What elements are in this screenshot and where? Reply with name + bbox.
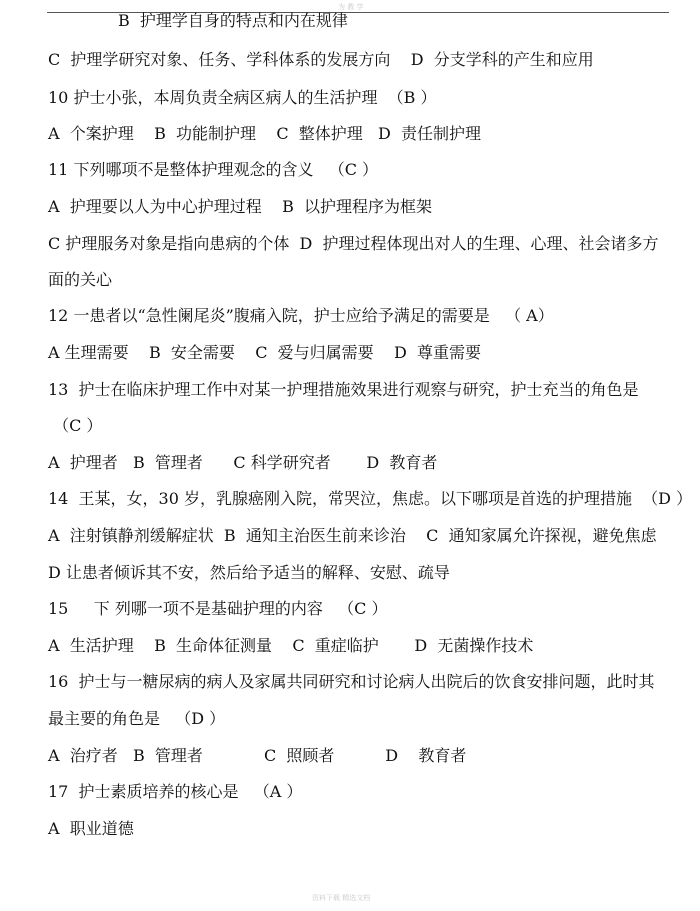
text-line-12: （C ） <box>48 416 103 435</box>
text-line-2: C 护理学研究对象、任务、学科体系的发展方向 D 分支学科的产生和应用 <box>48 50 594 69</box>
text-line-19: 16 护士与一糖尿病的病人及家属共同研究和讨论病人出院后的饮食安排问题，此时其 <box>48 672 655 691</box>
text-line-5: 11 下列哪项不是整体护理观念的含义 （C ） <box>48 160 379 179</box>
text-line-13: A 护理者 B 管理者 C 科学研究者 D 教育者 <box>48 453 438 472</box>
footer-watermark: 资料下载 精选文档 <box>312 894 371 902</box>
text-line-23: A 职业道德 <box>48 819 134 838</box>
text-line-17: 15 下 列哪一项不是基础护理的内容 （C ） <box>48 599 388 618</box>
text-line-15: A 注射镇静剂缓解症状 B 通知主治医生前来诊治 C 通知家属允许探视，避免焦虑 <box>48 526 657 545</box>
header-watermark: 为 教 学 <box>338 3 364 11</box>
text-line-18: A 生活护理 B 生命体征测量 C 重症临护 D 无菌操作技术 <box>48 636 534 655</box>
text-line-7: C 护理服务对象是指向患病的个体 D 护理过程体现出对人的生理、心理、社会诸多方 <box>48 234 659 253</box>
text-line-22: 17 护士素质培养的核心是 （A ） <box>48 782 303 801</box>
text-line-3: 10 护士小张，本周负责全病区病人的生活护理 （B ） <box>48 88 437 107</box>
text-line-16: D 让患者倾诉其不安，然后给予适当的解释、安慰、疏导 <box>48 563 450 582</box>
text-line-20: 最主要的角色是 （D ） <box>48 709 226 728</box>
text-line-14: 14 王某，女，30 岁，乳腺癌刚入院，常哭泣，焦虑。以下哪项是首选的护理措施 （D ） <box>48 489 693 508</box>
text-line-11: 13 护士在临床护理工作中对某一护理措施效果进行观察与研究，护士充当的角色是 <box>48 380 639 399</box>
text-line-4: A 个案护理 B 功能制护理 C 整体护理 D 责任制护理 <box>48 124 482 143</box>
text-line-1: B 护理学自身的特点和内在规律 <box>118 11 348 30</box>
text-line-21: A 治疗者 B 管理者 C 照顾者 D 教育者 <box>48 746 467 765</box>
text-line-9: 12 一患者以“急性阑尾炎”腹痛入院，护士应给予满足的需要是 （ A） <box>48 306 554 325</box>
text-line-8: 面的关心 <box>48 270 113 289</box>
text-line-6: A 护理要以人为中心护理过程 B 以护理程序为框架 <box>48 197 433 216</box>
text-line-10: A 生理需要 B 安全需要 C 爱与归属需要 D 尊重需要 <box>48 343 482 362</box>
